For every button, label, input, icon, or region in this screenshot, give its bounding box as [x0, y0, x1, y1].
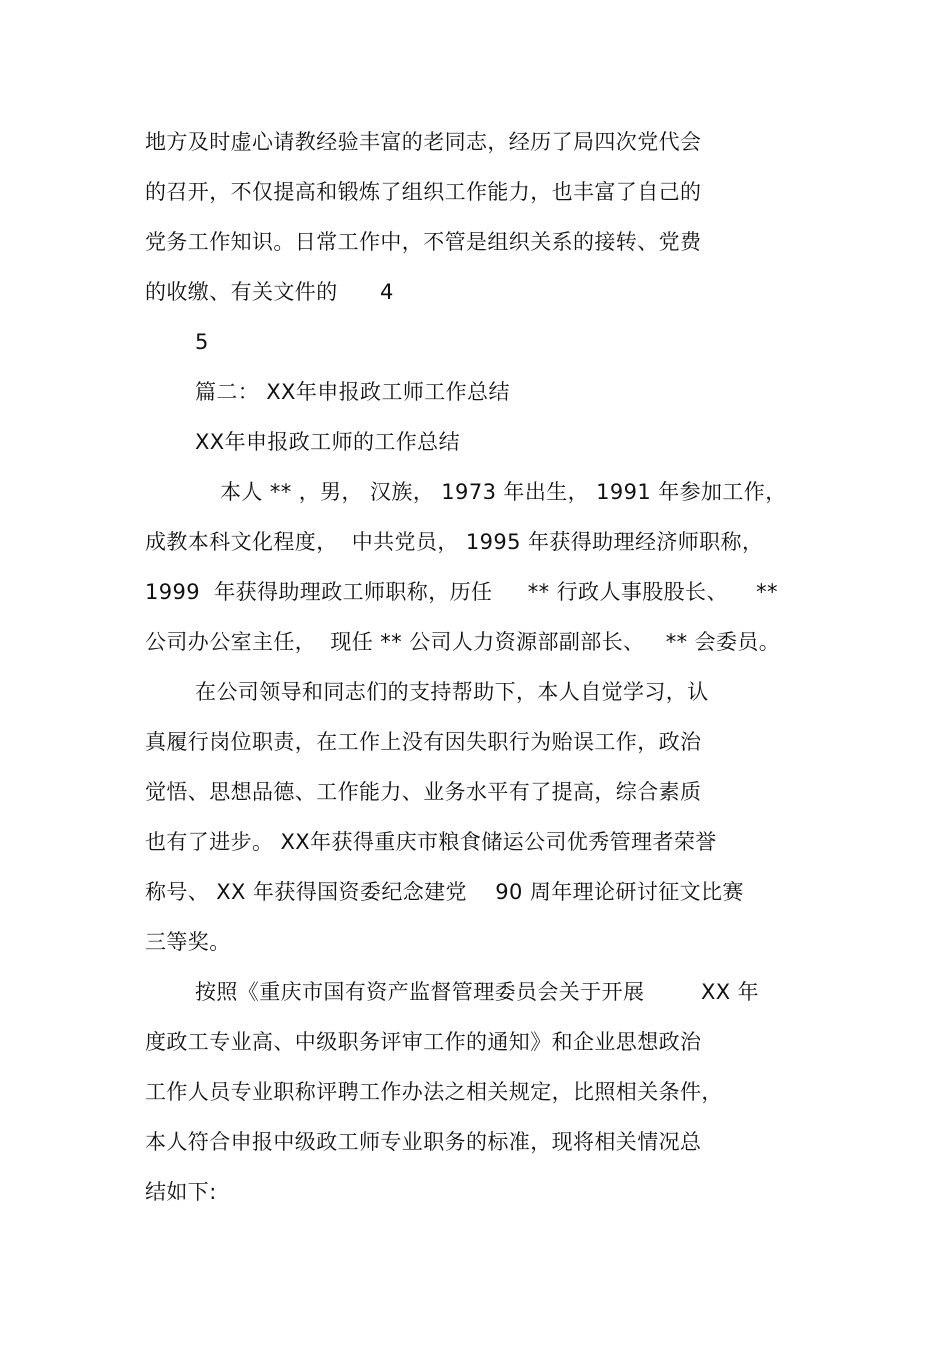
text-line: 工作人员专业职称评聘工作办法之相关规定，比照相关条件，: [145, 1080, 723, 1104]
text-line: 三等奖。: [145, 930, 231, 954]
text-line: 5: [195, 330, 209, 354]
section-subheading: XX年申报政工师的工作总结: [195, 430, 460, 454]
text-line: 地方及时虚心请教经验丰富的老同志，经历了局四次党代会: [145, 130, 702, 154]
text-line: 称号、 XX 年获得国资委纪念建党 90 周年理论研讨征文比赛: [145, 880, 744, 904]
text-line: 在公司领导和同志们的支持帮助下，本人自觉学习，认: [195, 680, 709, 704]
text-line: 公司办公室主任， 现任 ** 公司人力资源部副部长、 ** 会委员。: [145, 630, 781, 654]
text-line: 度政工专业高、中级职务评审工作的通知》和企业思想政治: [145, 1030, 702, 1054]
text-line: 按照《重庆市国有资产监督管理委员会关于开展 XX 年: [195, 980, 760, 1004]
text-line: 结如下:: [145, 1180, 217, 1204]
text-line: 1999 年获得助理政工师职称，历任 ** 行政人事股股长、 **: [145, 580, 778, 604]
text-line: 的召开，不仅提高和锻炼了组织工作能力，也丰富了自己的: [145, 180, 702, 204]
text-line: 的收缴、有关文件的 4: [145, 280, 394, 304]
text-line: 本人符合申报中级政工师专业职务的标准，现将相关情况总: [145, 1130, 702, 1154]
text-line: 觉悟、思想品德、工作能力、业务水平有了提高，综合素质: [145, 780, 702, 804]
text-line: 真履行岗位职责，在工作上没有因失职行为贻误工作，政治: [145, 730, 702, 754]
section-heading: 篇二： XX年申报政工师工作总结: [195, 380, 510, 404]
text-line: 本人 ** ，男， 汉族， 1973 年出生， 1991 年参加工作，: [220, 480, 787, 504]
text-line: 党务工作知识。日常工作中，不管是组织关系的接转、党费: [145, 230, 702, 254]
text-line: 也有了进步。 XX年获得重庆市粮食储运公司优秀管理者荣誉: [145, 830, 717, 854]
text-line: 成教本科文化程度， 中共党员， 1995 年获得助理经济师职称，: [145, 530, 764, 554]
